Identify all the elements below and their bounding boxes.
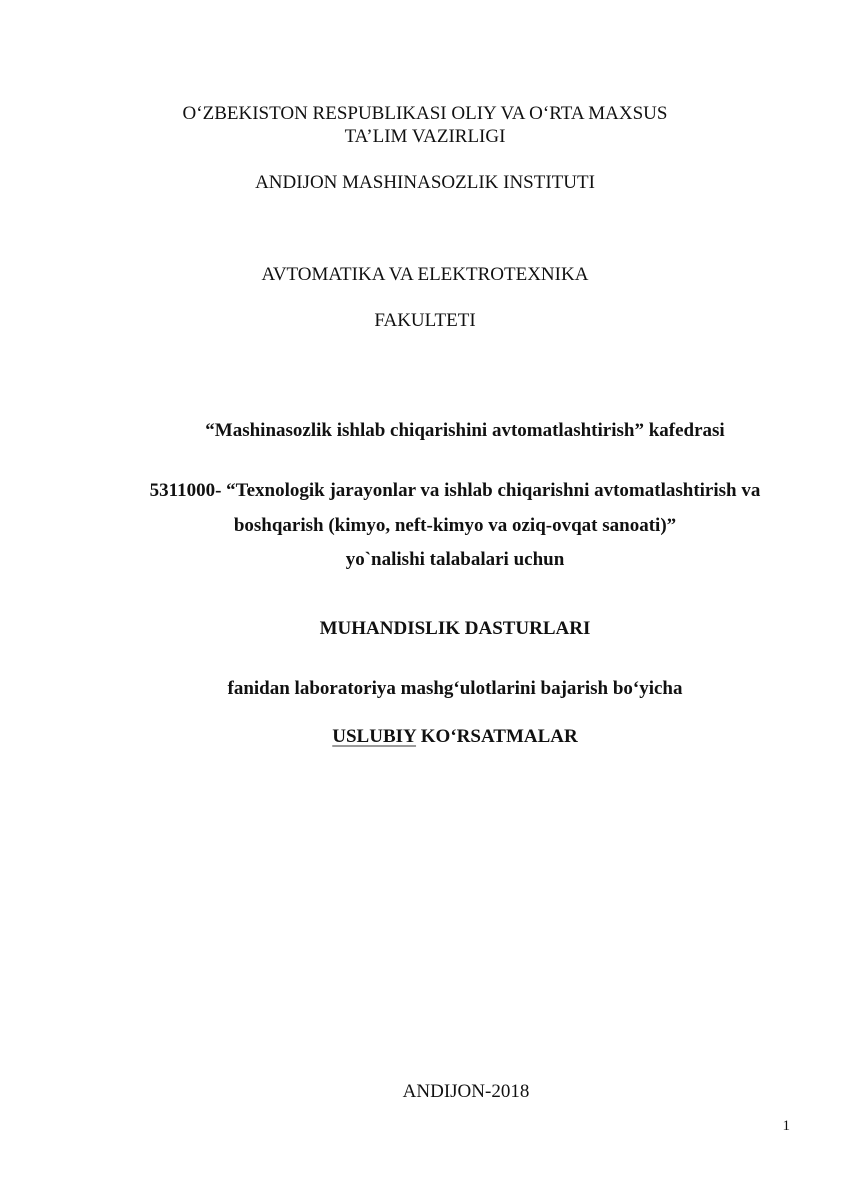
faculty-line-2: FAKULTETI <box>374 310 476 331</box>
institute-name: ANDIJON MASHINASOZLIK INSTITUTI <box>255 172 595 193</box>
specialty-line-1: 5311000- “Texnologik jarayonlar va ishlab chiqarishni avtomatlashtirish va <box>149 480 761 501</box>
document-type-word-1: USLUBIY <box>332 726 417 747</box>
ministry-line-1: O‘ZBEKISTON RESPUBLIKASI OLIY VA O‘RTA MAXSUS <box>182 103 668 124</box>
page-number: 1 <box>782 1118 790 1134</box>
document-type-word-2: KO‘RSATMALAR <box>420 726 578 747</box>
subject-title: MUHANDISLIK DASTURLARI <box>319 618 591 639</box>
department-name: “Mashinasozlik ishlab chiqarishini avtomatlashtirish” kafedrasi <box>205 420 725 441</box>
specialty-line-3: yo`nalishi talabalari uchun <box>345 549 565 570</box>
document-type <box>30 727 850 746</box>
faculty-line-1: AVTOMATIKA VA ELEKTROTEXNIKA <box>261 264 589 285</box>
city-year: ANDIJON-2018 <box>402 1081 530 1102</box>
specialty-line-2: boshqarish (kimyo, neft-kimyo va oziq-ovqat sanoati)” <box>233 515 677 536</box>
subject-note: fanidan laboratoriya mashg‘ulotlarini bajarish bo‘yicha <box>227 678 683 699</box>
ministry-line-2: TA’LIM VAZIRLIGI <box>344 126 506 147</box>
